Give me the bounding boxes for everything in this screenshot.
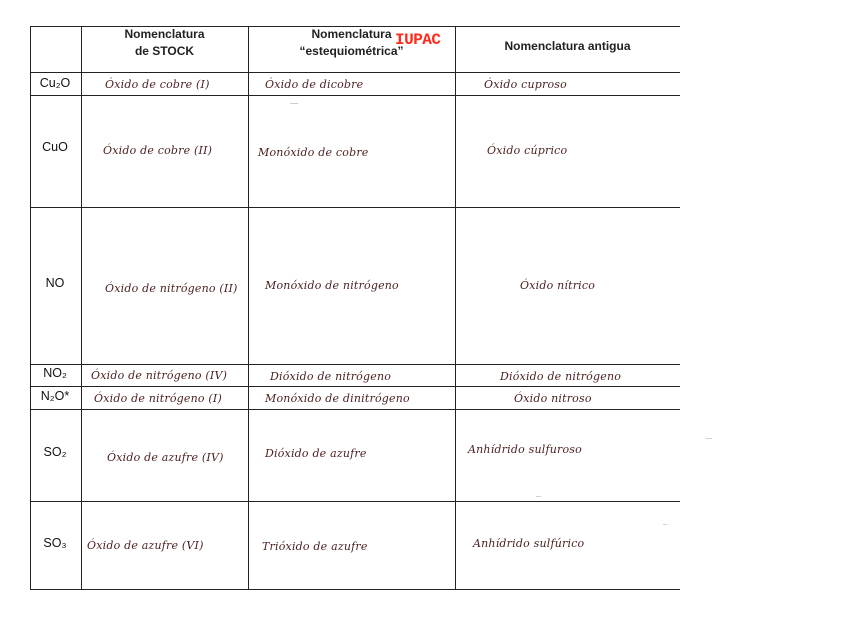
iupac-name-cell: Monóxido de cobre [258,146,369,159]
header-old: Nomenclatura antigua [504,39,631,53]
header-iupac-line2: “estequiométrica” [299,44,404,58]
formula-cell: NO [45,276,65,290]
stock-name-cell: Óxido de cobre (II) [103,144,213,157]
old-name-cell: Anhídrido sulfuroso [468,443,582,456]
row-divider [30,501,680,502]
row-divider [30,386,680,387]
formula-cell: NO₂ [43,366,67,380]
row-divider [30,364,680,365]
iupac-name-cell: Dióxido de nitrógeno [270,370,392,383]
scan-speck [290,103,298,104]
stock-name-cell: Óxido de nitrógeno (II) [105,282,238,295]
scan-speck [706,438,712,439]
stock-name-cell: Óxido de nitrógeno (I) [94,392,222,405]
header-stock [81,26,248,60]
header-stock-line2: de STOCK [134,44,195,58]
column-divider [248,26,249,589]
formula-cell: N₂O* [40,389,70,403]
header-bottom-border [30,72,680,73]
formula-cell: Cu₂O [39,76,71,90]
iupac-name-cell: Monóxido de dinitrógeno [265,392,410,405]
old-name-cell: Óxido nítrico [520,279,596,292]
header-stock-line1: Nomenclatura [124,27,205,41]
stock-name-cell: Óxido de azufre (IV) [107,451,224,464]
row-divider [30,207,680,208]
stock-name-cell: Óxido de cobre (I) [105,78,210,91]
column-divider [81,26,82,589]
scan-speck [663,524,667,525]
old-name-cell: Anhídrido sulfúrico [473,537,585,550]
old-name-cell: Dióxido de nitrógeno [500,370,622,383]
row-divider [30,95,680,96]
scan-speck [536,496,541,497]
iupac-name-cell: Óxido de dicobre [265,78,364,91]
formula-cell: CuO [42,140,68,154]
old-name-cell: Óxido nitroso [514,392,592,405]
iupac-name-cell: Trióxido de azufre [262,540,368,553]
stock-name-cell: Óxido de azufre (VI) [87,539,204,552]
iupac-name-cell: Dióxido de azufre [265,447,367,460]
column-divider [30,26,31,589]
iupac-name-cell: Monóxido de nitrógeno [265,279,399,292]
column-divider [455,26,456,589]
row-divider [30,409,680,410]
iupac-annotation: IUPAC [395,31,441,49]
table-bottom-border [30,589,680,590]
old-name-cell: Óxido cúprico [487,144,568,157]
stock-name-cell: Óxido de nitrógeno (IV) [91,369,228,382]
formula-cell: SO₂ [43,445,67,459]
old-name-cell: Óxido cuproso [484,78,567,91]
formula-cell: SO₃ [43,536,67,550]
header-iupac-line1: Nomenclatura [311,27,392,41]
